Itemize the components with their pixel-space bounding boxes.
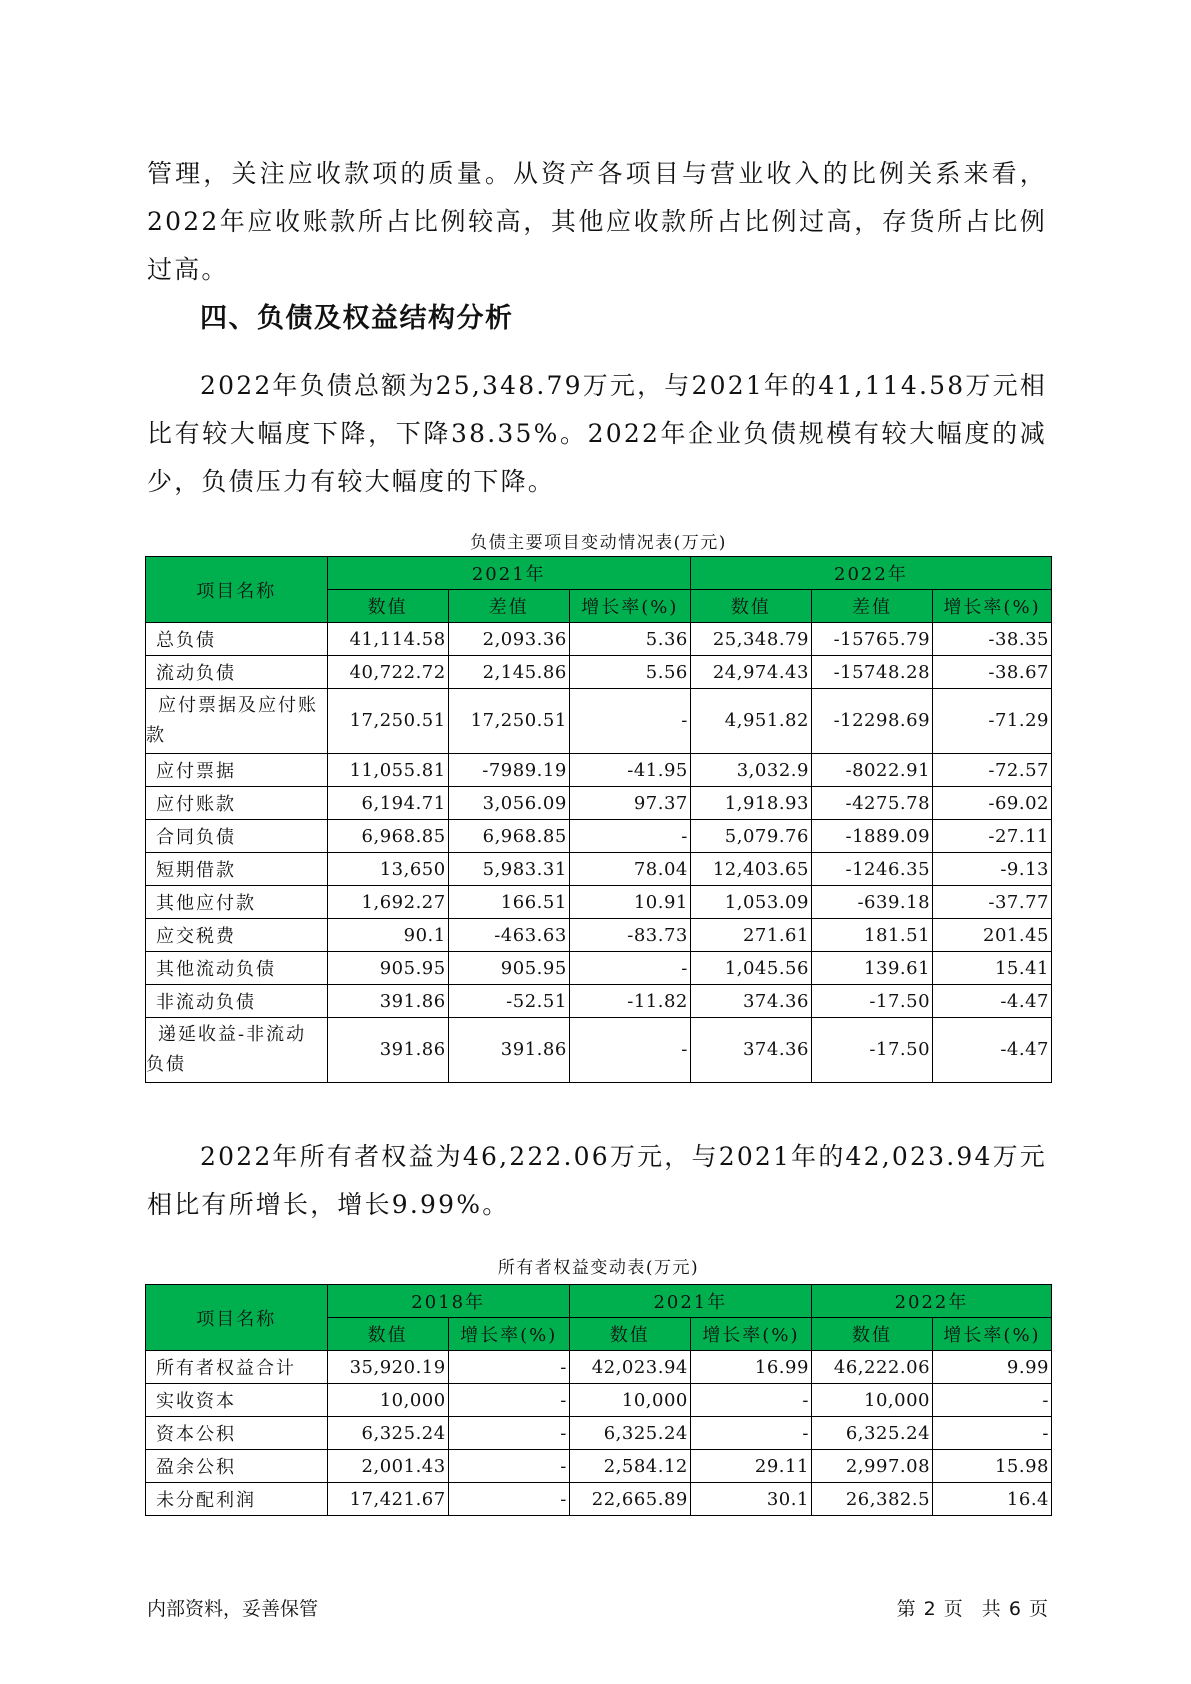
table-row [146, 1450, 1052, 1483]
table-cell: 40,722.72 [327, 656, 448, 689]
table-cell: - [569, 820, 690, 853]
liability-table [145, 556, 1052, 1083]
table2-caption: 所有者权益变动表(万元) [497, 1258, 700, 1278]
table-cell: 17,250.51 [327, 689, 448, 754]
table-cell: 10,000 [327, 1384, 448, 1417]
table-cell: 90.1 [327, 919, 448, 952]
table-cell: 42,023.94 [569, 1351, 690, 1384]
table-cell: 374.36 [690, 985, 811, 1018]
table-cell: -639.18 [811, 886, 932, 919]
table-cell: -15765.79 [811, 623, 932, 656]
row-label: 其他流动负债 [146, 952, 328, 985]
row-label: 应付票据及应付账款 [146, 689, 328, 754]
table-cell: 5,983.31 [448, 853, 569, 886]
table-cell: 17,250.51 [448, 689, 569, 754]
table-row [146, 1351, 1052, 1384]
table-cell: - [448, 1417, 569, 1450]
sub-header: 数值 [327, 590, 448, 623]
sub-header: 数值 [690, 590, 811, 623]
table-cell: 6,968.85 [327, 820, 448, 853]
table-row [146, 1384, 1052, 1417]
table-cell: -1889.09 [811, 820, 932, 853]
table-cell: - [448, 1483, 569, 1516]
table-cell: 10,000 [811, 1384, 932, 1417]
table1-caption: 负债主要项目变动情况表(万元) [470, 533, 727, 553]
table-row [146, 1417, 1052, 1450]
sub-header: 数值 [327, 1318, 448, 1351]
row-label: 合同负债 [146, 820, 328, 853]
table-cell: 13,650 [327, 853, 448, 886]
row-label: 应付账款 [146, 787, 328, 820]
table-cell: - [569, 952, 690, 985]
row-label: 资本公积 [146, 1417, 328, 1450]
row-label: 应付票据 [146, 754, 328, 787]
table-cell: 15.41 [933, 952, 1052, 985]
table-cell: -8022.91 [811, 754, 932, 787]
table-cell: 181.51 [811, 919, 932, 952]
table-cell: - [448, 1351, 569, 1384]
table-cell: 4,951.82 [690, 689, 811, 754]
table-cell: 6,194.71 [327, 787, 448, 820]
table-cell: - [448, 1384, 569, 1417]
sub-header: 增长率(%) [933, 1318, 1052, 1351]
sub-header: 增长率(%) [448, 1318, 569, 1351]
col-header-year-2022: 2022年 [690, 557, 1051, 590]
col-header-year-2022: 2022年 [811, 1285, 1051, 1318]
table-row [146, 656, 1052, 689]
page-total: 6 [1008, 1598, 1021, 1620]
sub-header: 数值 [569, 1318, 690, 1351]
table-cell: - [690, 1417, 811, 1450]
table-row [146, 1018, 1052, 1083]
table-row [146, 853, 1052, 886]
sub-header: 差值 [448, 590, 569, 623]
table-cell: 1,918.93 [690, 787, 811, 820]
table-cell: 905.95 [448, 952, 569, 985]
sub-header: 增长率(%) [933, 590, 1052, 623]
table-cell: 1,053.09 [690, 886, 811, 919]
table-cell: 2,997.08 [811, 1450, 932, 1483]
table-cell: 30.1 [690, 1483, 811, 1516]
table-row [146, 952, 1052, 985]
table-cell: 3,032.9 [690, 754, 811, 787]
sub-header: 增长率(%) [690, 1318, 811, 1351]
table-cell: -12298.69 [811, 689, 932, 754]
row-label: 盈余公积 [146, 1450, 328, 1483]
page-current: 2 [923, 1598, 936, 1620]
page-suffix: 页 [1028, 1598, 1048, 1620]
table-row [146, 1483, 1052, 1516]
table-cell: -37.77 [933, 886, 1052, 919]
table-cell: - [933, 1384, 1052, 1417]
table-cell: - [690, 1384, 811, 1417]
liability-paragraph: 2022年负债总额为25,348.79万元，与2021年的41,114.58万元相比有较大幅度下降，下降38.35%。2022年企业负债规模有较大幅度的减少，负债压力有较大幅度的下降。 [147, 371, 1047, 496]
table-cell: -4.47 [933, 985, 1052, 1018]
col-header-name: 项目名称 [146, 1285, 328, 1351]
table-cell: 271.61 [690, 919, 811, 952]
row-label: 递延收益-非流动负债 [146, 1018, 328, 1083]
table-cell: 374.36 [690, 1018, 811, 1083]
table-cell: -15748.28 [811, 656, 932, 689]
table-cell: 10.91 [569, 886, 690, 919]
table-cell: 46,222.06 [811, 1351, 932, 1384]
table-cell: 2,093.36 [448, 623, 569, 656]
table-cell: 5,079.76 [690, 820, 811, 853]
table-cell: -41.95 [569, 754, 690, 787]
row-label: 短期借款 [146, 853, 328, 886]
equity-table [145, 1284, 1052, 1516]
table-cell: -4275.78 [811, 787, 932, 820]
table-cell: 1,045.56 [690, 952, 811, 985]
table-cell: -4.47 [933, 1018, 1052, 1083]
table-cell: 22,665.89 [569, 1483, 690, 1516]
table-row [146, 820, 1052, 853]
table-cell: 97.37 [569, 787, 690, 820]
table-cell: -11.82 [569, 985, 690, 1018]
row-label: 所有者权益合计 [146, 1351, 328, 1384]
table-cell: -1246.35 [811, 853, 932, 886]
table-cell: - [569, 1018, 690, 1083]
page-prefix: 第 [896, 1598, 916, 1620]
table-cell: 17,421.67 [327, 1483, 448, 1516]
table-cell: 41,114.58 [327, 623, 448, 656]
table-cell: -38.67 [933, 656, 1052, 689]
row-label: 应交税费 [146, 919, 328, 952]
table-cell: 1,692.27 [327, 886, 448, 919]
table-cell: -72.57 [933, 754, 1052, 787]
table-cell: 26,382.5 [811, 1483, 932, 1516]
table-cell: 3,056.09 [448, 787, 569, 820]
table-cell: -463.63 [448, 919, 569, 952]
table-cell: -52.51 [448, 985, 569, 1018]
col-header-name: 项目名称 [146, 557, 328, 623]
row-label: 非流动负债 [146, 985, 328, 1018]
col-header-year-2021: 2021年 [569, 1285, 811, 1318]
table-cell: -69.02 [933, 787, 1052, 820]
table-row [146, 689, 1052, 754]
table-cell: 139.61 [811, 952, 932, 985]
table-cell: 2,001.43 [327, 1450, 448, 1483]
table-cell: 5.36 [569, 623, 690, 656]
table-cell: 29.11 [690, 1450, 811, 1483]
table-cell: 6,968.85 [448, 820, 569, 853]
intro-paragraph: 管理，关注应收款项的质量。从资产各项目与营业收入的比例关系来看，2022年应收账款所占比例较高，其他应收款所占比例过高，存货所占比例过高。 [147, 159, 1047, 284]
table-cell: -83.73 [569, 919, 690, 952]
sub-header: 增长率(%) [569, 590, 690, 623]
table-cell: 6,325.24 [811, 1417, 932, 1450]
table-cell: 16.4 [933, 1483, 1052, 1516]
table-cell: -71.29 [933, 689, 1052, 754]
table-cell: 35,920.19 [327, 1351, 448, 1384]
table-cell: 6,325.24 [327, 1417, 448, 1450]
table-cell: 166.51 [448, 886, 569, 919]
table-cell: 78.04 [569, 853, 690, 886]
table-cell: -38.35 [933, 623, 1052, 656]
table-cell: 5.56 [569, 656, 690, 689]
row-label: 未分配利润 [146, 1483, 328, 1516]
table-row [146, 623, 1052, 656]
table-cell: -17.50 [811, 985, 932, 1018]
equity-paragraph: 2022年所有者权益为46,222.06万元，与2021年的42,023.94万元相比有所增长，增长9.99%。 [147, 1142, 1047, 1219]
table-cell: 201.45 [933, 919, 1052, 952]
section-heading: 四、负债及权益结构分析 [200, 303, 514, 334]
table-cell: -17.50 [811, 1018, 932, 1083]
page-mid: 页 共 [943, 1598, 1001, 1620]
col-header-year-2021: 2021年 [327, 557, 690, 590]
table-cell: 11,055.81 [327, 754, 448, 787]
table-cell: 391.86 [448, 1018, 569, 1083]
sub-header: 差值 [811, 590, 932, 623]
table-cell: 25,348.79 [690, 623, 811, 656]
table-cell: -7989.19 [448, 754, 569, 787]
table-cell: 391.86 [327, 1018, 448, 1083]
table-cell: - [933, 1417, 1052, 1450]
table-cell: 391.86 [327, 985, 448, 1018]
table-row [146, 754, 1052, 787]
confidential-note: 内部资料，妥善保管 [147, 1598, 319, 1620]
table-cell: 6,325.24 [569, 1417, 690, 1450]
table-cell: -9.13 [933, 853, 1052, 886]
col-header-year-2018: 2018年 [327, 1285, 569, 1318]
row-label: 流动负债 [146, 656, 328, 689]
row-label: 实收资本 [146, 1384, 328, 1417]
table-cell: 2,584.12 [569, 1450, 690, 1483]
row-label: 其他应付款 [146, 886, 328, 919]
table-cell: - [448, 1450, 569, 1483]
table-cell: 24,974.43 [690, 656, 811, 689]
row-label: 总负债 [146, 623, 328, 656]
table-cell: 10,000 [569, 1384, 690, 1417]
table-cell: 15.98 [933, 1450, 1052, 1483]
table-row [146, 919, 1052, 952]
table-cell: 12,403.65 [690, 853, 811, 886]
table-cell: -27.11 [933, 820, 1052, 853]
table-row [146, 985, 1052, 1018]
sub-header: 数值 [811, 1318, 932, 1351]
table-row [146, 886, 1052, 919]
table-cell: - [569, 689, 690, 754]
table-row [146, 787, 1052, 820]
table-cell: 905.95 [327, 952, 448, 985]
table-cell: 2,145.86 [448, 656, 569, 689]
table-cell: 16.99 [690, 1351, 811, 1384]
table-cell: 9.99 [933, 1351, 1052, 1384]
page-number [897, 1594, 1050, 1621]
